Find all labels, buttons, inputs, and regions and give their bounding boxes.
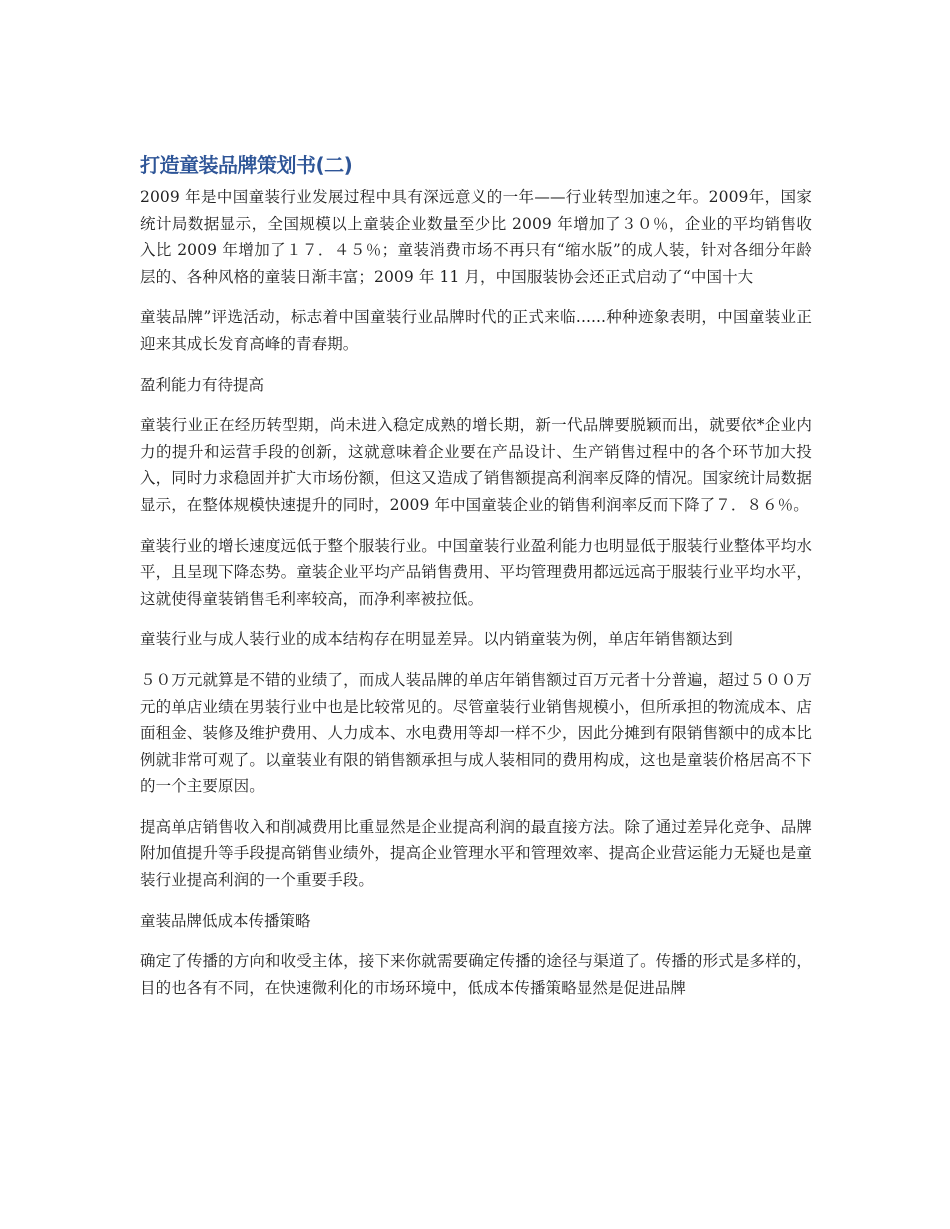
section-heading-low-cost-communication: 童装品牌低成本传播策略	[140, 911, 311, 930]
document-title: 打造童装品牌策划书(二)	[140, 153, 353, 177]
paragraph-growth-rate: 童装行业的增长速度远低于整个服装行业。中国童装行业盈利能力也明显低于服装行业整体平均水平，且呈现下降态势。童装企业平均产品销售费用、平均管理费用都远远高于服装行业平均水平，这就使得童装销售毛利率较高，而净利率被拉低。	[140, 536, 812, 608]
document-page	[140, 150, 812, 1015]
paragraph-transition: 童装行业正在经历转型期，尚未进入稳定成熟的增长期，新一代品牌要脱颖而出，就要依*企业内力的提升和运营手段的创新，这就意味着企业要在产品设计、生产销售过程中的各个环节加大投入，同时力求稳固并扩大市场份额，但这又造成了销售额提高利润率反降的情况。国家统计局数据显示，在整体规模快速提升的同时，2009 年中国童装企业的销售利润率反而下降了７．８６％。	[140, 416, 812, 514]
paragraph-brand-era: 童装品牌”评选活动，标志着中国童装行业品牌时代的正式来临......种种迹象表明，中国童装业正迎来其成长发育高峰的青春期。	[140, 308, 812, 353]
paragraph-cost-structure: 童装行业与成人装行业的成本结构存在明显差异。以内销童装为例，单店年销售额达到	[140, 630, 733, 649]
paragraph-store-sales: ５０万元就算是不错的业绩了，而成人装品牌的单店年销售额过百万元者十分普遍，超过５００万元的单店业绩在男装行业中也是比较常见的。尽管童装行业销售规模小，但所承担的物流成本、店面租金、装修及维护费用、人力成本、水电费用等却一样不少，因此分摊到有限销售额中的成本比例就非常可观了。以童装业有限的销售额承担与成人装相同的费用构成，这也是童装价格居高不下的一个主要原因。	[140, 670, 812, 796]
paragraph-intro: 2009 年是中国童装行业发展过程中具有深远意义的一年——行业转型加速之年。2009年，国家统计局数据显示，全国规模以上童装企业数量至少比 2009 年增加了３０％，企业的平均销售收入比 2009 年增加了１７．４５％；童装消费市场不再只有“缩水版”的成人装，针对各细分年龄层的、各种风格的童装日渐丰富；2009 年 11 月，中国服装协会还正式启动了“中国十大	[140, 188, 812, 286]
section-heading-profitability: 盈利能力有待提高	[140, 375, 265, 394]
paragraph-communication-channels: 确定了传播的方向和收受主体，接下来你就需要确定传播的途径与渠道了。传播的形式是多样的，目的也各有不同，在快速微利化的市场环境中，低成本传播策略显然是促进品牌	[140, 952, 812, 997]
paragraph-profit-methods: 提高单店销售收入和削减费用比重显然是企业提高利润的最直接方法。除了通过差异化竞争、品牌附加值提升等手段提高销售业绩外，提高企业管理水平和管理效率、提高企业营运能力无疑也是童装行业提高利润的一个重要手段。	[140, 817, 812, 890]
